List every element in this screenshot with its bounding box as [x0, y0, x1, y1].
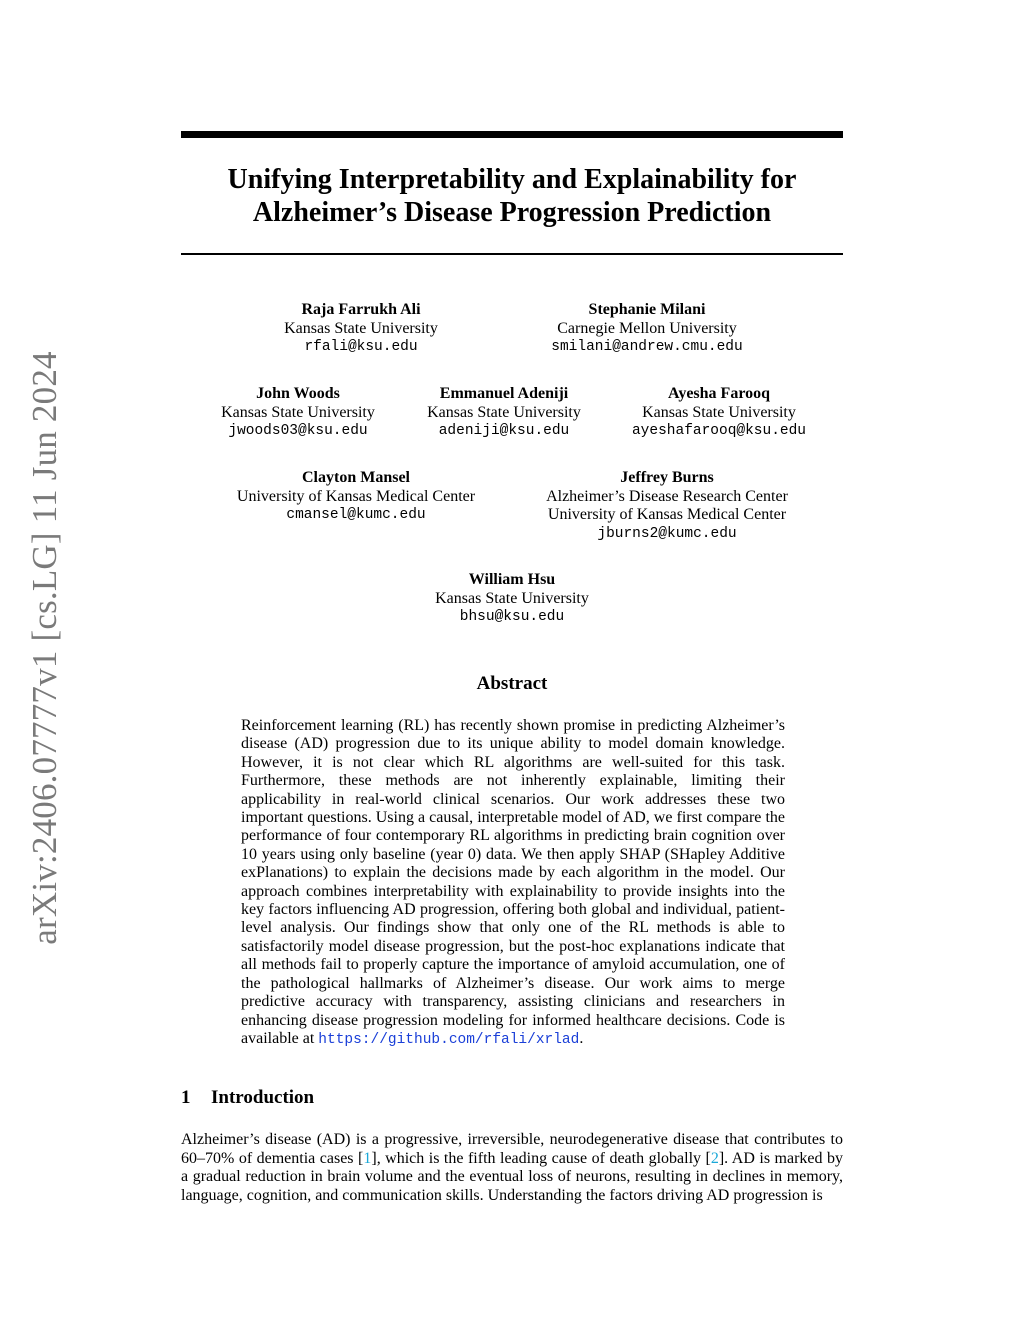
author-email: rfali@ksu.edu	[304, 339, 418, 355]
title-top-rule	[181, 131, 843, 138]
abstract-end-period: .	[579, 1029, 584, 1047]
author-block	[412, 571, 612, 627]
author-name: John Woods	[256, 385, 340, 402]
author-block	[404, 385, 604, 441]
arxiv-identifier-stamp: arXiv:2406.07777v1 [cs.LG] 11 Jun 2024	[25, 351, 64, 945]
author-email: jwoods03@ksu.edu	[228, 423, 368, 439]
section-number: 1	[181, 1087, 191, 1108]
introduction-paragraph	[181, 1131, 843, 1205]
author-affiliation: Carnegie Mellon University	[557, 319, 737, 337]
author-block	[527, 469, 807, 543]
author-name: William Hsu	[468, 571, 556, 588]
title-bottom-rule	[181, 253, 843, 255]
author-affiliation: University of Kansas Medical Center	[236, 487, 476, 505]
title-line-1: Unifying Interpretability and Explainability for	[227, 164, 797, 195]
author-email: bhsu@ksu.edu	[459, 609, 565, 625]
author-affiliation: Kansas State University	[427, 403, 581, 421]
author-affiliation: Kansas State University	[284, 319, 438, 337]
author-block	[198, 385, 398, 441]
abstract-body-text: Reinforcement learning (RL) has recently shown promise in predicting Alzheimer’s disease (AD) progression due to its unique ability to model domain knowledge. However, it is not clear which RL algorithms are well-suited for this task. Furthermore, these methods are not inherently explainable, limiting their applicability in real-world clinical scenarios. Our work addresses these two important questions. Using a causal, interpretable model of AD, we first compare the performance of four contemporary RL algorithms in predicting brain cognition over 10 years using only baseline (year 0) data. We then apply SHAP (SHapley Additive exPlanations) to explain the decisions made by each algorithm in the model. Our approach combines interpretability with explainability to provide insights into the key factors influencing AD progression, offering both global and individual, patient-level analysis. Our findings show that only one of the RL methods is able to satisfactorily model disease progression, but the post-hoc explanations indicate that all methods fail to properly capture the importance of amyloid accumulation, one of the pathological hallmarks of Alzheimer’s disease. Our work aims to merge predictive accuracy with transparency, assisting clinicians and researchers in enhancing disease progression modeling for informed healthcare decisions. Code is available at	[241, 717, 785, 1047]
citation-link[interactable]: 2	[710, 1149, 719, 1167]
author-affiliation-secondary: University of Kansas Medical Center	[547, 506, 787, 523]
title-line-2: Alzheimer’s Disease Progression Prediction	[252, 197, 772, 228]
author-affiliation: Kansas State University	[642, 403, 796, 421]
abstract-text	[241, 717, 785, 1049]
author-block	[261, 301, 461, 357]
author-name: Stephanie Milani	[588, 301, 706, 318]
author-email: jburns2@kumc.edu	[597, 525, 737, 542]
author-block	[609, 385, 829, 441]
intro-text-segment: Alzheimer’s disease (AD) is a progressive, irreversible, neurodegenerative disease that contributes to 60–70% of dementia cases [	[181, 1131, 843, 1167]
author-name: Ayesha Farooq	[667, 385, 771, 402]
author-block	[537, 301, 757, 357]
author-name: Emmanuel Adeniji	[439, 385, 569, 402]
author-email: cmansel@kumc.edu	[286, 507, 426, 523]
author-email: ayeshafarooq@ksu.edu	[631, 423, 807, 439]
author-name: Jeffrey Burns	[620, 469, 714, 486]
intro-text-segment: ]. AD is marked by a gradual reduction in brain volume and the eventual loss of neurons, resulting in declines in memory, language, cognition, and communication skills. Understanding the factors driving AD progression is	[181, 1149, 844, 1204]
paper-title	[181, 163, 843, 229]
author-email: adeniji@ksu.edu	[438, 423, 570, 439]
author-name: Raja Farrukh Ali	[301, 301, 421, 318]
section-heading-introduction	[181, 1087, 314, 1109]
section-title: Introduction	[211, 1087, 315, 1108]
author-affiliation: Kansas State University	[435, 589, 589, 607]
author-block	[226, 469, 486, 525]
intro-text-segment: ], which is the fifth leading cause of death globally [	[371, 1149, 711, 1167]
code-repository-link[interactable]: https://github.com/rfali/xrlad	[318, 1031, 580, 1048]
abstract-heading: Abstract	[476, 673, 548, 694]
author-affiliation: Alzheimer’s Disease Research Center	[546, 487, 788, 505]
author-email: smilani@andrew.cmu.edu	[551, 339, 743, 355]
author-affiliation: Kansas State University	[221, 403, 375, 421]
citation-link[interactable]: 1	[363, 1149, 372, 1167]
author-name: Clayton Mansel	[302, 469, 410, 486]
